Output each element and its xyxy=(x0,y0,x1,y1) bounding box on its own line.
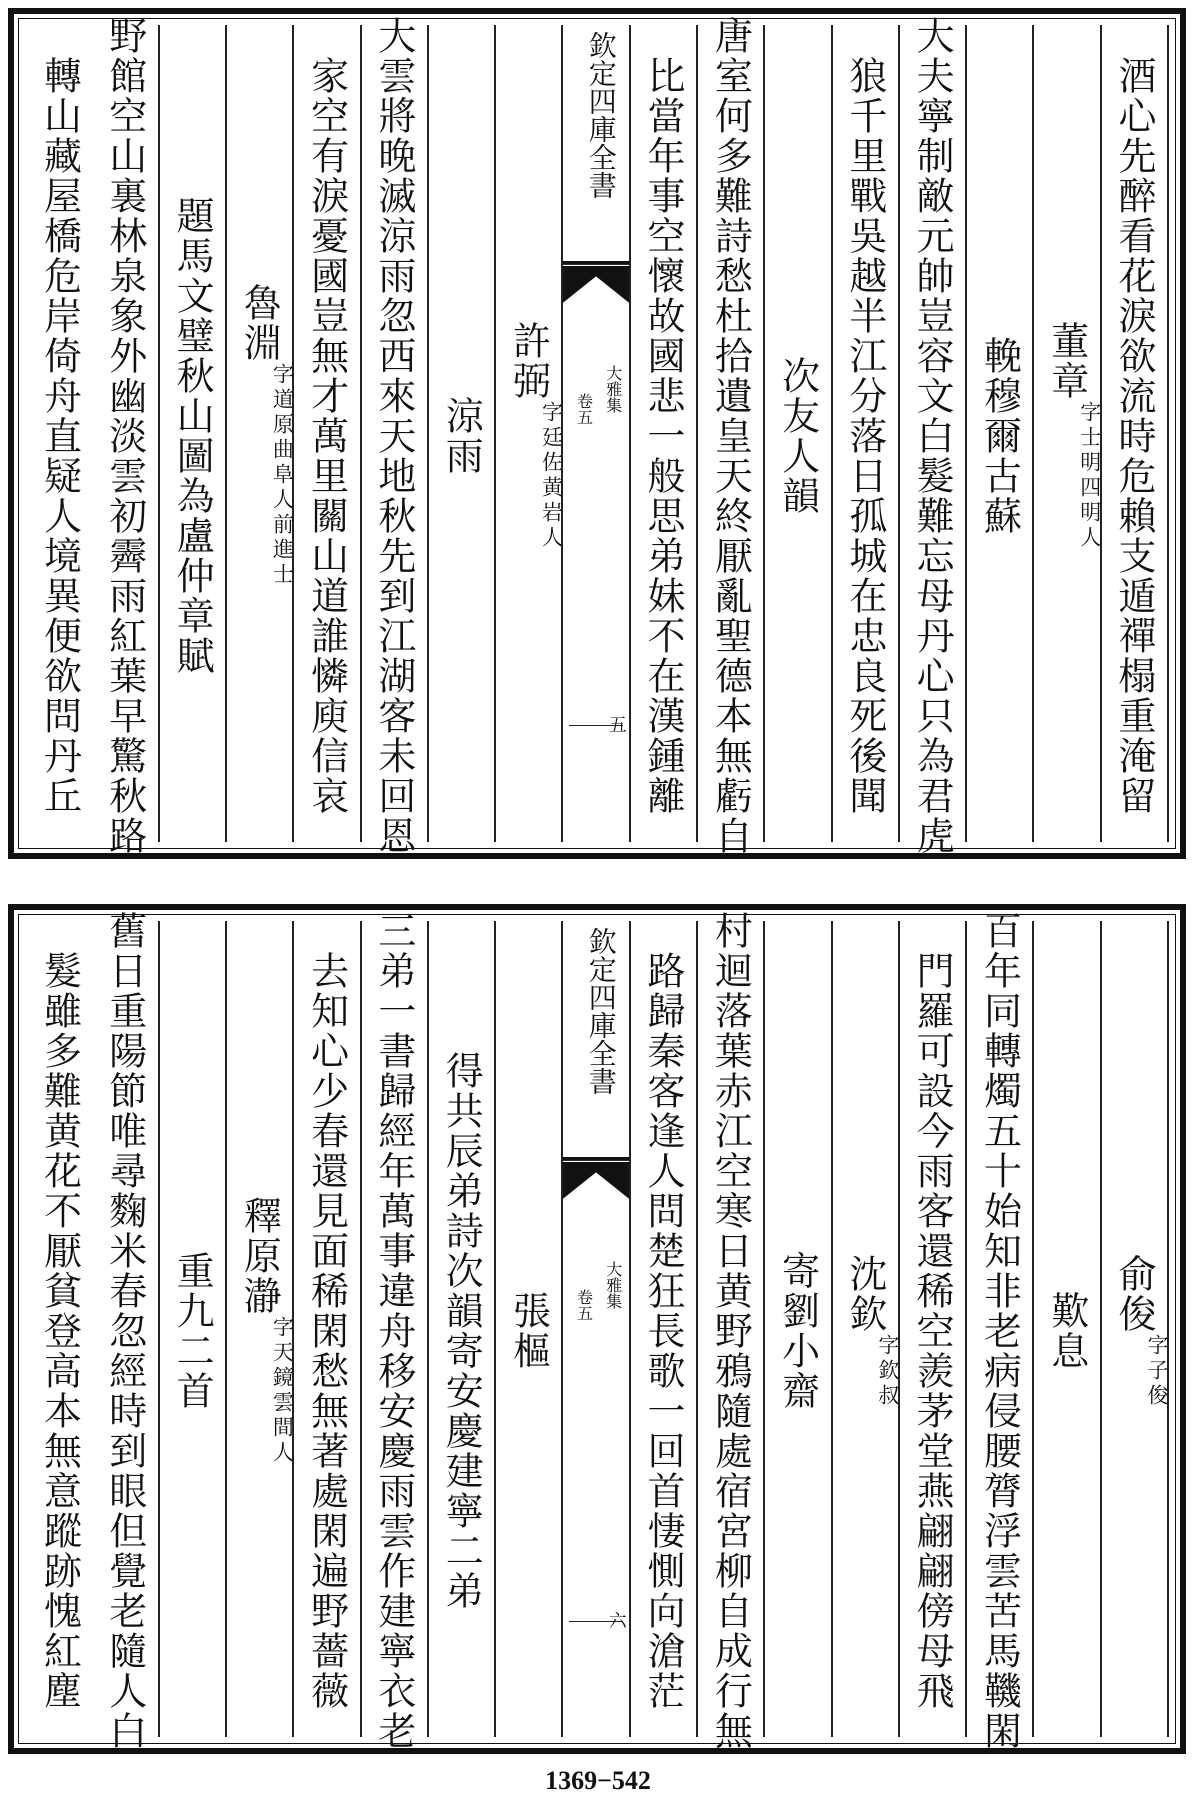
column-text xyxy=(294,925,359,1737)
column-text xyxy=(25,925,92,1737)
text-column xyxy=(967,25,1034,842)
column-text xyxy=(227,29,295,842)
main-text: 俞俊 xyxy=(1112,1253,1156,1334)
author-note: 字欽叔 xyxy=(875,1333,900,1409)
main-text: 唐室何多難詩愁杜拾遺皇天終厭亂聖德本無虧自 xyxy=(708,15,753,856)
text-column xyxy=(362,911,429,1751)
main-text: 輓穆爾古蘇 xyxy=(977,335,1022,536)
main-text: 三弟一書歸經年萬事違舟移安慶雨雲作建寧衣老 xyxy=(371,911,416,1751)
text-column xyxy=(765,25,832,842)
main-text: 去知心少春還見面稀閑愁無著處閑遍野薔薇 xyxy=(304,951,349,1711)
column-text xyxy=(93,15,158,856)
main-text: 家空有淚憂國豈無才萬里關山道誰憐庾信哀 xyxy=(304,55,349,816)
main-text: 董章 xyxy=(1044,320,1089,401)
text-column xyxy=(429,25,496,842)
column-text xyxy=(698,911,763,1751)
text-column xyxy=(362,15,429,856)
main-text: 寄劉小齋 xyxy=(775,1251,820,1411)
page-hinge xyxy=(563,921,630,1737)
main-text: 重九二首 xyxy=(170,1251,215,1411)
author-note: 字士明四明人 xyxy=(1077,400,1102,551)
column-text xyxy=(429,29,494,842)
leaf-number: 六 xyxy=(605,1611,627,1629)
text-column xyxy=(294,25,361,842)
text-column xyxy=(631,921,698,1737)
column-text xyxy=(833,925,898,1737)
column-text xyxy=(294,29,359,842)
bottom-panel xyxy=(8,904,1186,1754)
fish-tail-mark-icon xyxy=(563,1157,629,1201)
column-text xyxy=(900,15,965,856)
text-column xyxy=(93,911,160,1751)
main-text: 得共辰弟詩次韻寄安慶建寧二弟 xyxy=(439,1051,484,1611)
main-text: 轉山藏屋橋危岸倚舟直疑人境異便欲問丹丘 xyxy=(37,55,82,816)
book-name: 大雅集 xyxy=(603,1261,623,1309)
column-text xyxy=(967,911,1032,1751)
column-text xyxy=(496,29,564,842)
column-text xyxy=(160,925,225,1737)
top-columns xyxy=(25,15,1169,856)
text-column xyxy=(967,911,1034,1751)
bottom-columns xyxy=(25,911,1169,1751)
column-text xyxy=(631,925,696,1737)
author-note: 字道原曲阜人前進士 xyxy=(270,363,295,588)
volume-label: 卷五 xyxy=(574,393,594,425)
text-column xyxy=(900,15,967,856)
text-column xyxy=(25,921,92,1737)
main-text: 釋原瀞 xyxy=(237,1196,282,1316)
text-column xyxy=(160,921,227,1737)
author-note: 字子俊 xyxy=(1145,1333,1169,1409)
volume-label: 卷五 xyxy=(574,1289,594,1321)
main-text: 歎息 xyxy=(1044,1291,1089,1371)
main-text: 酒心先醉看花淚欲流時危賴支遁禪榻重淹留 xyxy=(1112,55,1156,816)
author-note: 字廷佐黄岩人 xyxy=(539,400,564,551)
main-text: 髮雖多難黄花不厭貧登高本無意蹤跡愧紅塵 xyxy=(37,951,82,1711)
fish-tail-mark-icon xyxy=(563,261,629,305)
text-column xyxy=(631,25,698,842)
main-text: 涼雨 xyxy=(439,395,484,476)
text-column xyxy=(496,921,563,1737)
main-text: 許弼 xyxy=(506,320,551,401)
main-text: 門羅可設今雨客還稀空羨茅堂燕翩翩傍母飛 xyxy=(910,951,955,1711)
text-column xyxy=(227,25,294,842)
main-text: 村迴落葉赤江空寒日黄野鴉隨處宿宮柳自成行無 xyxy=(708,911,753,1751)
collection-title: 欽定四庫全書 xyxy=(584,31,618,199)
page-hinge xyxy=(563,25,630,842)
text-column xyxy=(765,921,832,1737)
text-column xyxy=(429,921,496,1737)
text-column xyxy=(1102,921,1169,1737)
text-column xyxy=(833,921,900,1737)
column-text xyxy=(362,911,427,1751)
column-text xyxy=(93,911,158,1751)
main-text: 魯淵 xyxy=(237,283,282,363)
main-text: 舊日重陽節唯尋麴米春忽經時到眼但覺老隨人白 xyxy=(102,911,147,1751)
text-column xyxy=(833,25,900,842)
text-column xyxy=(900,921,967,1737)
main-text: 野館空山裏林泉象外幽淡雲初霽雨紅葉早驚秋路 xyxy=(102,15,147,856)
column-text xyxy=(1034,925,1099,1737)
column-text xyxy=(698,15,763,856)
column-text xyxy=(833,29,898,842)
column-text xyxy=(1102,925,1167,1737)
main-text: 大夫寧制敵元帥豈容文白髮難忘母丹心只為君虎 xyxy=(910,15,955,856)
column-text xyxy=(362,15,427,856)
column-text xyxy=(967,29,1032,842)
page-number: 1369−542 xyxy=(545,1766,651,1795)
main-text: 狼千里戰吳越半江分落日孤城在忠良死後聞 xyxy=(842,55,887,816)
column-text xyxy=(1034,29,1102,842)
column-text xyxy=(496,925,561,1737)
book-name: 大雅集 xyxy=(603,365,623,413)
collection-title: 欽定四庫全書 xyxy=(584,927,618,1095)
text-column xyxy=(1034,921,1101,1737)
author-note: 字天鏡雲間人 xyxy=(270,1316,295,1466)
main-text: 次友人韻 xyxy=(775,355,820,516)
leaf-number: 五 xyxy=(605,715,627,733)
column-text xyxy=(429,925,494,1737)
text-column xyxy=(227,921,294,1737)
text-column xyxy=(93,15,160,856)
column-text xyxy=(765,925,830,1737)
main-text: 大雲將晚滅涼雨忽西來天地秋先到江湖客未回恩 xyxy=(371,15,416,856)
main-text: 題馬文璧秋山圖為盧仲章賦 xyxy=(170,195,215,676)
text-column xyxy=(25,25,92,842)
main-text: 百年同轉燭五十始知非老病侵腰膂浮雲苦馬鞿閑 xyxy=(977,911,1022,1751)
main-text: 張樞 xyxy=(506,1291,551,1371)
main-text: 沈欽 xyxy=(842,1253,887,1334)
text-column xyxy=(1102,25,1169,842)
column-text xyxy=(1102,29,1167,842)
column-text xyxy=(160,29,225,842)
text-column xyxy=(294,921,361,1737)
column-text xyxy=(631,29,696,842)
text-column xyxy=(496,25,563,842)
column-text xyxy=(25,29,92,842)
column-text xyxy=(227,925,295,1737)
text-column xyxy=(1034,25,1101,842)
text-column xyxy=(160,25,227,842)
main-text: 路歸秦客逢人問楚狂長歌一回首悽惻向滄茫 xyxy=(641,951,686,1711)
text-column xyxy=(698,911,765,1751)
column-text xyxy=(900,925,965,1737)
text-column xyxy=(698,15,765,856)
top-panel xyxy=(8,8,1186,859)
main-text: 比當年事空懷故國悲一般思弟妹不在漢鍾離 xyxy=(641,55,686,816)
column-text xyxy=(765,29,830,842)
